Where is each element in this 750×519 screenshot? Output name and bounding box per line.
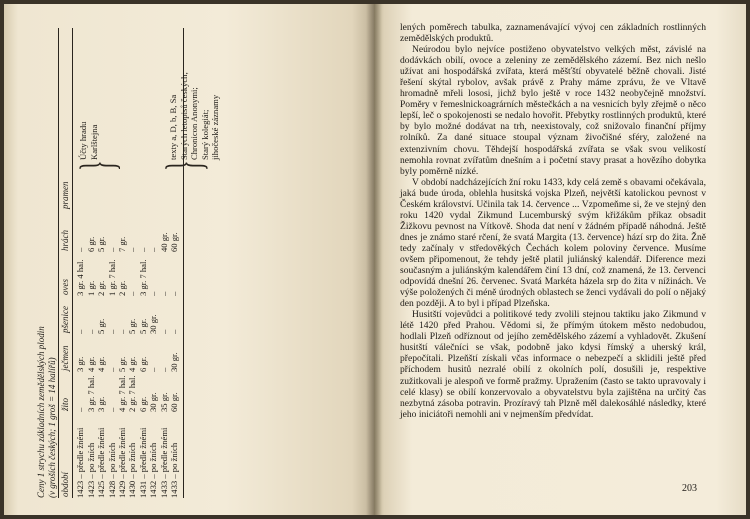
source-line: texty a, D, b, B, Sa xyxy=(168,94,179,160)
cell-oats: 3 gr. 4 hal. xyxy=(75,259,86,296)
table-row xyxy=(117,28,127,498)
book-gutter xyxy=(366,4,382,515)
cell-peas: 5 gr. xyxy=(96,236,107,252)
cell-period: 1431 – předle žnémi xyxy=(137,427,148,498)
cell-oats: 2 gr. xyxy=(96,280,107,296)
page-number: 203 xyxy=(682,483,697,494)
cell-oats: 1 gr. 7 hal. xyxy=(106,259,117,296)
table-row xyxy=(159,28,169,498)
cell-barley: 4 gr. xyxy=(85,356,96,372)
cell-barley: – xyxy=(148,367,159,372)
cell-rye: 6 gr. xyxy=(137,396,148,412)
cell-wheat: – xyxy=(116,329,127,334)
price-table xyxy=(36,28,336,498)
cell-oats: – xyxy=(127,291,138,296)
table-row xyxy=(96,28,106,498)
table-row xyxy=(86,28,96,498)
cell-oats: – xyxy=(158,291,169,296)
cell-peas: – xyxy=(106,247,117,252)
table-row xyxy=(75,28,85,498)
cell-period: 1432 – po žních xyxy=(148,442,159,498)
cell-period: 1430 – po žních xyxy=(127,442,138,498)
brace-icon: } xyxy=(69,160,125,171)
cell-peas: – xyxy=(148,247,159,252)
cell-oats: – xyxy=(148,291,159,296)
cell-period: 1429 – předle žnémi xyxy=(116,427,127,498)
cell-barley: 6 gr. xyxy=(137,356,148,372)
header-rye: žito xyxy=(60,397,71,411)
brace-icon: } xyxy=(154,160,213,171)
header-peas: hrách xyxy=(60,230,71,251)
table-body xyxy=(69,28,221,498)
header-source: pramen xyxy=(60,181,71,209)
paragraph: Neúrodou bylo nejvíce postiženo obyvatelstvo velkých měst, závislé na dodávkách obilí, ovoce a zeleniny ze zemědělského zázemí. Bez nich nešlo užívat ani hospodářská zvířata, která měšťští obyvatelé běžně chovali. Jisté řešení skýtal rybolov, avšak právě z Prahy máme zprávu, že ve Vltavě hromadně mřeli lososi, jichž bylo ještě v roce 1432 neobyčejně množství. Poměry v řemeslnickoagrárních městečkách a na vesnicích byly zřejmě o něco lepší, leč o spokojenosti se nedalo hovořit. Přebytky rostlinných produktů, které by bylo možné dodávat na trh, neexistovaly, což snižovalo finanční příjmy rolníků. Za dané situace stoupal význam živočišné sféry, založené na extenzivním chovu. Těhdejší hospodářská zvířata se však svou velikostí nemohla rovnat zvířatům dnešním a i početní stavy prasat a hovězího dobytka byly poměrně nízké. xyxy=(400,44,706,177)
paragraph: V období nadcházejících žní roku 1433, kdy celá země s obavami očekávala, jaká bude úroda, oblehla husitská vojska Plzeň, největší katolickou pevnost v Českém království. Učinila tak 14. července ... Vzpomeňme si, že ve stejný den roku 1420 vydal Zikmund Lucemburský svým křižákům příkaz obsadit Žižkovu pevnost na Vítkově. Shoda dat není v žádném případě náhodná. Ještě dnes je známo staré rčení, že svatá Margita (13. července) hází srp do žita. Žně tedy začínaly v středověkých Čechách kolem poloviny července. Musíme ovšem připomenout, že tehdy ještě platil juliánský kalendář. Diference mezi současným a juliánským kalendářem činí 13 dní, což znamená, že 13. červenci odpovídá dnešní 26. červenec. Svatá Markéta házela srp do žita v nížinách. Ve výše položených či méně úrodných oblastech se ženci vydávali do polí o nějaký den později. A to byl i případ Plzeňska. xyxy=(400,176,706,310)
table-header xyxy=(59,28,72,498)
cell-rye: 60 gr. xyxy=(168,392,179,412)
cell-barley: 30 gr. xyxy=(168,352,179,372)
paragraph: lených poměrech tabulka, zaznamenávající vývoj cen základních rostlinných zemědělských produktů. xyxy=(400,22,706,45)
table-caption-line: (v groších českých; 1 groš = 14 halířů) xyxy=(46,357,57,498)
cell-wheat: – xyxy=(158,329,169,334)
table-row xyxy=(107,28,117,498)
cell-wheat: 30 gr. xyxy=(148,314,159,334)
cell-period: 1428 – po žních xyxy=(106,442,117,498)
source-line: jihočeské záznamy xyxy=(210,94,221,160)
right-page xyxy=(374,4,746,515)
cell-rye: 3 gr. xyxy=(96,396,107,412)
table-row xyxy=(148,28,158,498)
cell-period: 1433 – po žních xyxy=(168,442,179,498)
table-row xyxy=(127,28,137,498)
cell-barley: 4 gr. xyxy=(127,356,138,372)
cell-rye: 3 gr. 7 hal. xyxy=(85,375,96,412)
cell-period: 1425 – předle žnémi xyxy=(96,427,107,498)
cell-peas: – xyxy=(127,247,138,252)
cell-rye: 35 gr. xyxy=(158,392,169,412)
cell-peas: – xyxy=(137,247,148,252)
cell-barley: – xyxy=(158,367,169,372)
source-chronicles xyxy=(168,72,220,160)
cell-rye: 2 gr. 7 hal. xyxy=(127,375,138,412)
source-line: Karlštejna xyxy=(88,124,99,160)
header-oats: oves xyxy=(60,279,71,295)
table-row xyxy=(138,28,148,498)
cell-peas: 40 gr. xyxy=(158,232,169,252)
header-period: období xyxy=(60,471,71,497)
cell-peas: 7 gr. xyxy=(116,236,127,252)
cell-wheat: 5 gr. xyxy=(96,318,107,334)
cell-wheat: 5 gr. xyxy=(137,318,148,334)
cell-rye: – xyxy=(75,407,86,412)
body-text xyxy=(400,22,706,420)
source-line: Chronicon Anonymi; xyxy=(189,87,200,160)
source-line: Účty hradu xyxy=(78,121,89,160)
cell-wheat: – xyxy=(75,329,86,334)
header-barley: ječmen xyxy=(60,345,71,371)
cell-peas: 6 gr. xyxy=(85,236,96,252)
cell-rye: 30 gr. xyxy=(148,392,159,412)
header-wheat: pšenice xyxy=(60,306,71,333)
cell-wheat: – xyxy=(106,329,117,334)
cell-oats: – xyxy=(168,291,179,296)
cell-oats: 3 gr. 7 hal. xyxy=(137,259,148,296)
cell-period: 1423 – předle žnémi xyxy=(75,427,86,498)
cell-rye: 4 gr. 7 hal. xyxy=(116,375,127,412)
cell-wheat: 5 gr. xyxy=(127,318,138,334)
source-line: Starých letopisů českých; xyxy=(178,72,189,160)
cell-period: 1433 – předle žnémi xyxy=(158,427,169,498)
cell-peas: – xyxy=(75,247,86,252)
cell-barley: 5 gr. xyxy=(116,356,127,372)
cell-barley: 4 gr. xyxy=(96,356,107,372)
cell-oats: 1 gr. xyxy=(85,280,96,296)
source-castle-accounts xyxy=(78,122,99,160)
table-caption-line: Ceny 1 strychu základních zemědělských plodin xyxy=(36,326,46,498)
paragraph: Husitští vojevůdci a politikové tedy zvolili stejnou taktiku jako Zikmund v létě 1420 před Prahou. Vědomi si, že přímým útokem město nedobudou, hodlali Plzeň odříznout od jejího zemědělského zázemí a vyhladovět. Zkušení husitští válečníci se však, podobně jako kdysi římský a uherský král, přepočítali. Plzeňští získali včas informace o nebezpečí a sklidili ještě před příchodem husitů nezralé obilí z okolních polí, dosušili je, respektive zužitkovali je alespoň ve formě pražmy. Upražením (často se takto upravovaly i celé klasy) se obilí konzervovalo a obyvatelstvu byla zajištěna na určitý čas nezbytná zásoba potravin. Prozíravý tah Plzně měl dalekosáhlé následky, které jeho iniciátoři nemohli ani v nejmenším předvídat. xyxy=(400,309,706,420)
source-line: Starý kolegiát; xyxy=(199,109,210,160)
cell-rye: – xyxy=(106,407,117,412)
left-page xyxy=(4,4,374,515)
cell-period: 1423 – po žních xyxy=(85,442,96,498)
cell-barley: 3 gr. xyxy=(75,356,86,372)
cell-oats: 2 gr. xyxy=(116,280,127,296)
cell-peas: 60 gr. xyxy=(168,232,179,252)
table-caption xyxy=(36,28,57,498)
cell-wheat: – xyxy=(168,329,179,334)
cell-wheat: – xyxy=(85,329,96,334)
cell-barley: – xyxy=(106,367,117,372)
